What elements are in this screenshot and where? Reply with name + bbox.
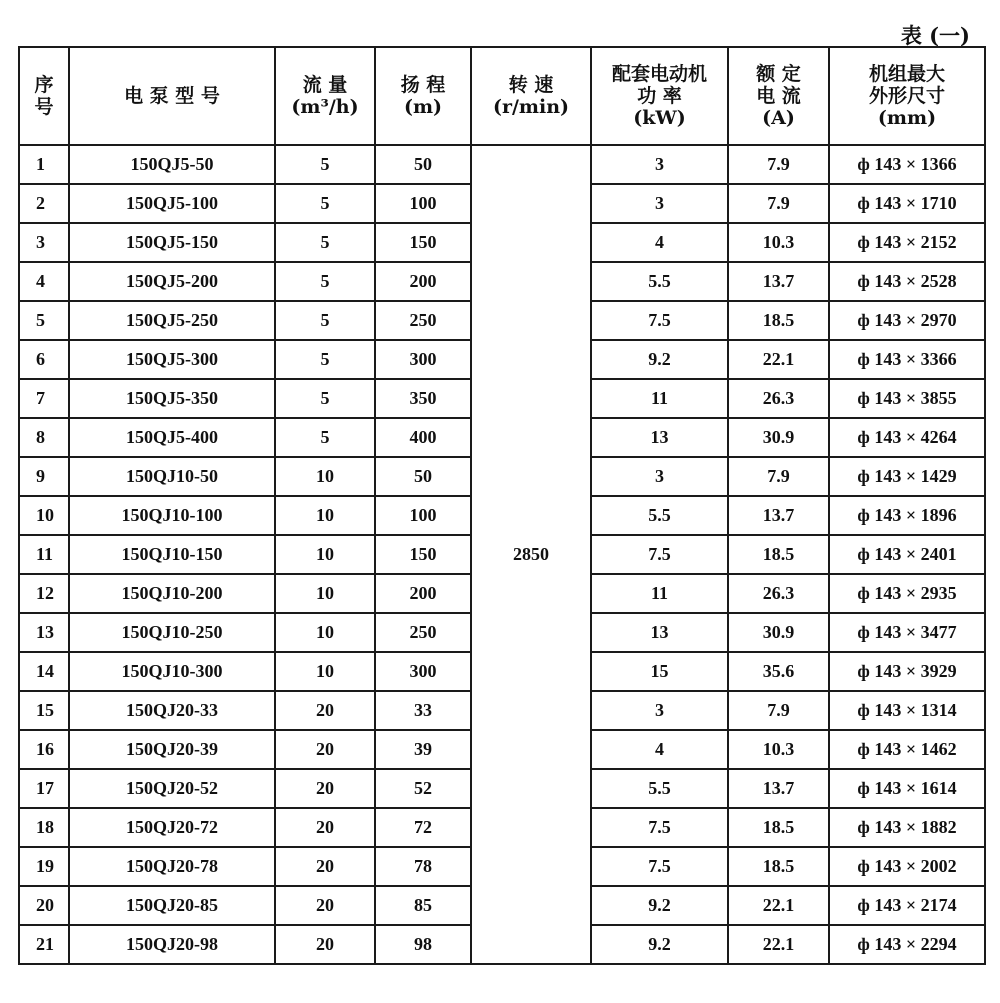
- cell-head: 300: [375, 340, 471, 379]
- cell-flow: 20: [275, 691, 375, 730]
- cell-power: 11: [591, 574, 728, 613]
- cell-current: 18.5: [728, 535, 829, 574]
- cell-model: 150QJ20-39: [69, 730, 275, 769]
- header-speed: 转 速 (r/min): [471, 47, 591, 145]
- cell-size: ф 143 × 3929: [829, 652, 985, 691]
- cell-size: ф 143 × 2528: [829, 262, 985, 301]
- cell-size: ф 143 × 2002: [829, 847, 985, 886]
- cell-flow: 10: [275, 457, 375, 496]
- cell-size: ф 143 × 1429: [829, 457, 985, 496]
- cell-model: 150QJ20-72: [69, 808, 275, 847]
- cell-current: 22.1: [728, 886, 829, 925]
- cell-size: ф 143 × 3855: [829, 379, 985, 418]
- cell-seq: 7: [19, 379, 69, 418]
- cell-head: 100: [375, 496, 471, 535]
- cell-model: 150QJ10-200: [69, 574, 275, 613]
- cell-flow: 5: [275, 340, 375, 379]
- cell-current: 30.9: [728, 418, 829, 457]
- cell-current: 22.1: [728, 340, 829, 379]
- cell-flow: 5: [275, 262, 375, 301]
- cell-flow: 10: [275, 535, 375, 574]
- cell-current: 30.9: [728, 613, 829, 652]
- cell-size: ф 143 × 1710: [829, 184, 985, 223]
- cell-current: 22.1: [728, 925, 829, 964]
- cell-power: 5.5: [591, 262, 728, 301]
- cell-size: ф 143 × 2294: [829, 925, 985, 964]
- cell-flow: 20: [275, 769, 375, 808]
- cell-flow: 20: [275, 886, 375, 925]
- cell-seq: 4: [19, 262, 69, 301]
- cell-power: 13: [591, 418, 728, 457]
- cell-seq: 2: [19, 184, 69, 223]
- cell-current: 13.7: [728, 262, 829, 301]
- cell-flow: 10: [275, 574, 375, 613]
- cell-flow: 5: [275, 379, 375, 418]
- cell-flow: 5: [275, 145, 375, 184]
- cell-power: 3: [591, 457, 728, 496]
- cell-current: 7.9: [728, 691, 829, 730]
- cell-seq: 21: [19, 925, 69, 964]
- cell-seq: 15: [19, 691, 69, 730]
- table-row: [19, 145, 985, 184]
- cell-current: 13.7: [728, 496, 829, 535]
- cell-power: 4: [591, 223, 728, 262]
- cell-model: 150QJ5-150: [69, 223, 275, 262]
- cell-size: ф 143 × 4264: [829, 418, 985, 457]
- cell-seq: 5: [19, 301, 69, 340]
- cell-flow: 10: [275, 613, 375, 652]
- cell-current: 7.9: [728, 184, 829, 223]
- cell-power: 7.5: [591, 301, 728, 340]
- cell-head: 33: [375, 691, 471, 730]
- cell-head: 150: [375, 223, 471, 262]
- cell-head: 98: [375, 925, 471, 964]
- cell-current: 13.7: [728, 769, 829, 808]
- cell-seq: 1: [19, 145, 69, 184]
- cell-power: 5.5: [591, 496, 728, 535]
- cell-current: 35.6: [728, 652, 829, 691]
- cell-model: 150QJ10-50: [69, 457, 275, 496]
- cell-seq: 3: [19, 223, 69, 262]
- cell-flow: 5: [275, 223, 375, 262]
- cell-head: 100: [375, 184, 471, 223]
- cell-size: ф 143 × 2401: [829, 535, 985, 574]
- cell-current: 26.3: [728, 574, 829, 613]
- cell-seq: 19: [19, 847, 69, 886]
- cell-model: 150QJ5-250: [69, 301, 275, 340]
- cell-model: 150QJ10-150: [69, 535, 275, 574]
- header-current: 额 定 电 流 (A): [728, 47, 829, 145]
- cell-seq: 8: [19, 418, 69, 457]
- cell-flow: 5: [275, 301, 375, 340]
- cell-head: 72: [375, 808, 471, 847]
- cell-speed-merged: 2850: [471, 145, 591, 964]
- cell-power: 7.5: [591, 535, 728, 574]
- cell-size: ф 143 × 1462: [829, 730, 985, 769]
- cell-head: 85: [375, 886, 471, 925]
- cell-model: 150QJ10-250: [69, 613, 275, 652]
- cell-flow: 10: [275, 652, 375, 691]
- cell-power: 7.5: [591, 847, 728, 886]
- header-model: 电 泵 型 号: [69, 47, 275, 145]
- cell-model: 150QJ5-100: [69, 184, 275, 223]
- cell-power: 5.5: [591, 769, 728, 808]
- cell-current: 10.3: [728, 730, 829, 769]
- cell-model: 150QJ5-300: [69, 340, 275, 379]
- cell-power: 3: [591, 691, 728, 730]
- cell-current: 7.9: [728, 145, 829, 184]
- cell-model: 150QJ5-400: [69, 418, 275, 457]
- cell-model: 150QJ5-50: [69, 145, 275, 184]
- cell-size: ф 143 × 1896: [829, 496, 985, 535]
- header-size: 机组最大 外形尺寸 (mm): [829, 47, 985, 145]
- cell-seq: 17: [19, 769, 69, 808]
- cell-size: ф 143 × 2174: [829, 886, 985, 925]
- cell-head: 200: [375, 574, 471, 613]
- cell-flow: 20: [275, 730, 375, 769]
- cell-model: 150QJ20-98: [69, 925, 275, 964]
- pump-spec-table: [18, 46, 986, 965]
- cell-head: 250: [375, 613, 471, 652]
- cell-power: 3: [591, 184, 728, 223]
- cell-head: 50: [375, 457, 471, 496]
- cell-flow: 5: [275, 184, 375, 223]
- cell-model: 150QJ5-200: [69, 262, 275, 301]
- cell-power: 9.2: [591, 886, 728, 925]
- cell-size: ф 143 × 1614: [829, 769, 985, 808]
- table-body: [19, 145, 985, 964]
- cell-seq: 18: [19, 808, 69, 847]
- cell-seq: 13: [19, 613, 69, 652]
- cell-seq: 10: [19, 496, 69, 535]
- cell-seq: 16: [19, 730, 69, 769]
- cell-power: 15: [591, 652, 728, 691]
- cell-head: 52: [375, 769, 471, 808]
- cell-seq: 9: [19, 457, 69, 496]
- cell-power: 11: [591, 379, 728, 418]
- cell-power: 3: [591, 145, 728, 184]
- header-seq: 序 号: [19, 47, 69, 145]
- cell-head: 50: [375, 145, 471, 184]
- cell-current: 7.9: [728, 457, 829, 496]
- cell-flow: 20: [275, 808, 375, 847]
- cell-seq: 11: [19, 535, 69, 574]
- cell-head: 350: [375, 379, 471, 418]
- cell-head: 39: [375, 730, 471, 769]
- header-head: 扬 程 (m): [375, 47, 471, 145]
- cell-head: 250: [375, 301, 471, 340]
- cell-current: 10.3: [728, 223, 829, 262]
- cell-flow: 20: [275, 925, 375, 964]
- cell-head: 150: [375, 535, 471, 574]
- cell-model: 150QJ10-100: [69, 496, 275, 535]
- cell-seq: 12: [19, 574, 69, 613]
- cell-model: 150QJ20-85: [69, 886, 275, 925]
- cell-size: ф 143 × 3366: [829, 340, 985, 379]
- header-power: 配套电动机 功 率 (kW): [591, 47, 728, 145]
- cell-head: 300: [375, 652, 471, 691]
- cell-power: 7.5: [591, 808, 728, 847]
- cell-model: 150QJ10-300: [69, 652, 275, 691]
- cell-head: 400: [375, 418, 471, 457]
- cell-current: 18.5: [728, 847, 829, 886]
- cell-model: 150QJ20-78: [69, 847, 275, 886]
- header-row: [19, 47, 985, 145]
- cell-seq: 6: [19, 340, 69, 379]
- cell-model: 150QJ5-350: [69, 379, 275, 418]
- header-flow: 流 量 (m³/h): [275, 47, 375, 145]
- cell-flow: 5: [275, 418, 375, 457]
- table-caption: 表 (一): [900, 23, 970, 48]
- cell-seq: 14: [19, 652, 69, 691]
- cell-seq: 20: [19, 886, 69, 925]
- cell-current: 26.3: [728, 379, 829, 418]
- cell-power: 4: [591, 730, 728, 769]
- cell-current: 18.5: [728, 301, 829, 340]
- cell-size: ф 143 × 1314: [829, 691, 985, 730]
- cell-size: ф 143 × 1366: [829, 145, 985, 184]
- cell-size: ф 143 × 3477: [829, 613, 985, 652]
- cell-head: 200: [375, 262, 471, 301]
- cell-model: 150QJ20-52: [69, 769, 275, 808]
- cell-current: 18.5: [728, 808, 829, 847]
- cell-power: 13: [591, 613, 728, 652]
- cell-model: 150QJ20-33: [69, 691, 275, 730]
- cell-head: 78: [375, 847, 471, 886]
- cell-power: 9.2: [591, 925, 728, 964]
- cell-size: ф 143 × 2970: [829, 301, 985, 340]
- cell-size: ф 143 × 1882: [829, 808, 985, 847]
- cell-power: 9.2: [591, 340, 728, 379]
- cell-size: ф 143 × 2152: [829, 223, 985, 262]
- cell-size: ф 143 × 2935: [829, 574, 985, 613]
- cell-flow: 20: [275, 847, 375, 886]
- cell-flow: 10: [275, 496, 375, 535]
